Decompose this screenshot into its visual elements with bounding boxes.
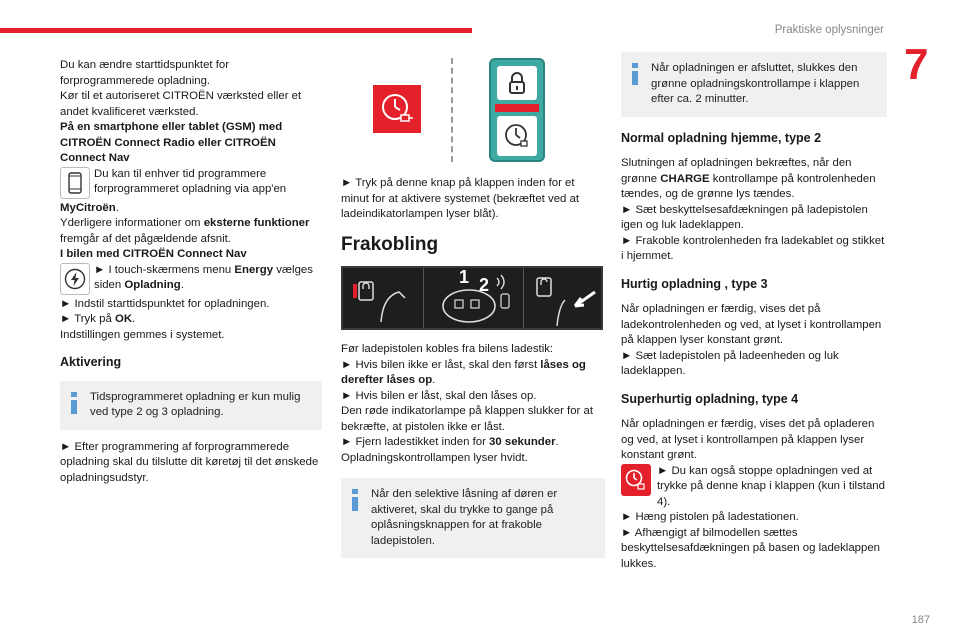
divider bbox=[423, 268, 424, 328]
text-bold: låses og derefter låses op bbox=[341, 358, 586, 386]
paragraph-bold: I bilen med CITROËN Connect Nav bbox=[60, 248, 247, 260]
paragraph: Den røde indikatorlampe på klappen slukker for at bekræfte, at pistolen ikke er låst. bbox=[341, 405, 593, 433]
paragraph: Før ladepistolen kobles fra bilens ladestik: bbox=[341, 343, 554, 355]
text: fremgår af det pågældende afsnit. bbox=[60, 232, 231, 245]
charge-timer-figure bbox=[341, 58, 605, 170]
step bbox=[60, 312, 322, 328]
column-2 bbox=[341, 58, 605, 568]
key-fob-icon bbox=[435, 267, 515, 326]
disconnect-figure bbox=[341, 266, 603, 330]
info-icon bbox=[632, 63, 638, 85]
divider-dashed bbox=[451, 58, 453, 162]
section-title: Praktiske oplysninger bbox=[774, 24, 884, 36]
chapter-number: 7 bbox=[904, 40, 929, 89]
app-name: MyCitroën bbox=[60, 201, 116, 214]
text: . bbox=[132, 313, 136, 325]
callout-2: 2 bbox=[479, 275, 490, 295]
step: ► Efter programmering af forprogrammerede opladning skal du tilslutte dit køretøj til det ønskede opladningsudstyr. bbox=[60, 440, 319, 484]
paragraph bbox=[60, 216, 322, 247]
paragraph: Kør til et autoriseret CITROËN værksted eller et andet kvalificeret værksted. bbox=[60, 90, 302, 118]
heading-normal: Normal opladning hjemme, type 2 bbox=[621, 130, 822, 145]
paragraph: Indstillingen gemmes i systemet. bbox=[60, 328, 225, 341]
step: ► Frakoble kontrolenheden fra ladekablet og stikket i hjemmet. bbox=[621, 234, 885, 262]
timer-button-red-icon bbox=[373, 85, 421, 133]
timer-button-icon bbox=[621, 464, 651, 496]
text: . bbox=[432, 374, 436, 386]
red-indicator-strip bbox=[495, 104, 539, 112]
locked-flap-icon bbox=[351, 276, 407, 322]
text-bold: Opladning bbox=[124, 279, 181, 291]
page-number: 187 bbox=[911, 614, 930, 626]
text: ► Hvis bilen ikke er låst, skal den først bbox=[341, 358, 541, 371]
column-3 bbox=[621, 52, 887, 572]
charge-flap-panel bbox=[489, 58, 545, 162]
text-bold: Energy bbox=[234, 263, 274, 276]
note-text: Tidsprogrammeret opladning er kun mulig ved type 2 og 3 opladning. bbox=[90, 390, 301, 418]
text: vælges siden bbox=[94, 263, 313, 291]
punctuation: . bbox=[115, 201, 119, 214]
text-bold: CHARGE bbox=[660, 172, 710, 185]
text: . bbox=[555, 436, 559, 448]
text: . bbox=[180, 279, 184, 291]
text: kontrollampe på kontrolenheden tændes, og de grønne lys tændes. bbox=[621, 172, 876, 200]
text: ► Fjern ladestikket inden for bbox=[341, 436, 490, 448]
step: ► Hæng pistolen på ladestationen. bbox=[621, 511, 799, 523]
paragraph: Du kan ændre starttidspunktet for forprogrammerede opladning. bbox=[60, 59, 230, 87]
info-note bbox=[341, 478, 605, 558]
timer-icon bbox=[497, 116, 537, 156]
heading-frakobling: Frakobling bbox=[341, 233, 439, 255]
step: ► Afhængigt af bilmodellen sættes beskyttelsesafdækningen på basen og ladeklappen lukkes. bbox=[621, 526, 881, 570]
text: ► Tryk på bbox=[60, 313, 115, 325]
step: ► Sæt ladepistolen på ladeenheden og luk ladeklappen. bbox=[621, 349, 839, 377]
text: ► I touch-skærmens menu bbox=[94, 263, 235, 276]
text: Yderligere informationer om bbox=[60, 217, 204, 229]
step: ► Tryk på denne knap på klappen inden for et minut for at aktivere systemet (bekræftet ved at ladeindikatorlampen lyser blåt). bbox=[341, 177, 580, 220]
column-1 bbox=[60, 58, 322, 486]
app-text: Du kan til enhver tid programmere forprogrammeret opladning via app'en bbox=[94, 167, 287, 195]
step bbox=[341, 435, 605, 451]
paragraph: Opladningskontrollampen lyser hvidt. bbox=[341, 451, 528, 464]
info-icon bbox=[71, 392, 77, 414]
paragraph: Når opladningen er færdig, vises det på ladekontrolenheden og ved, at lyset i kontrollampen på klappen lyser konstant grønt. bbox=[621, 303, 882, 346]
step: ► Hvis bilen er låst, skal den låses op. bbox=[341, 389, 537, 402]
heading-aktivering: Aktivering bbox=[60, 355, 122, 369]
info-icon bbox=[352, 489, 358, 511]
paragraph: Når opladningen er færdig, vises det på opladeren og ved, at lyset i kontrollampen på klappen lyser konstant grønt. bbox=[621, 418, 875, 461]
note-text: Når opladningen er afsluttet, slukkes den grønne opladningskontrollampe i klappen efter ca. 2 minutter. bbox=[651, 62, 860, 105]
header-accent-bar bbox=[0, 28, 472, 33]
text-bold: 30 sekunder bbox=[489, 436, 556, 448]
step: ► Sæt beskyttelsesafdækningen på ladepistolen igen og luk ladeklappen. bbox=[621, 203, 868, 231]
text: Slutningen af opladningen bekræftes, når den grønne bbox=[621, 157, 852, 185]
text-bold: eksterne funktioner bbox=[203, 217, 310, 229]
energy-instruction bbox=[60, 263, 322, 297]
info-note bbox=[60, 381, 322, 430]
energy-icon bbox=[60, 263, 90, 295]
app-instruction bbox=[60, 167, 322, 201]
info-note bbox=[621, 52, 887, 117]
stop-instruction bbox=[621, 464, 887, 511]
step: ► Indstil starttidspunktet for opladningen. bbox=[60, 297, 270, 310]
heading-hurtig: Hurtig opladning , type 3 bbox=[621, 276, 768, 291]
paragraph-bold: På en smartphone eller tablet (GSM) med CITROËN Connect Radio eller CITROËN Connect Nav bbox=[60, 121, 283, 164]
step-text: ► Du kan også stoppe opladningen ved at trykke på denne knap i klappen (kun i tilstand 4). bbox=[657, 464, 885, 508]
lock-icon bbox=[497, 66, 537, 100]
note-text: Når den selektive låsning af døren er aktiveret, skal du trykke to gange på oplåsningsknappen for at frakoble ladepistolen. bbox=[371, 488, 558, 547]
step bbox=[341, 358, 605, 389]
paragraph bbox=[621, 156, 887, 203]
text-bold: OK bbox=[114, 313, 133, 325]
smartphone-icon bbox=[60, 167, 90, 199]
callout-1: 1 bbox=[459, 267, 470, 287]
heading-super: Superhurtig opladning, type 4 bbox=[621, 391, 799, 406]
unlock-flap-icon bbox=[531, 272, 601, 326]
divider bbox=[523, 268, 524, 328]
